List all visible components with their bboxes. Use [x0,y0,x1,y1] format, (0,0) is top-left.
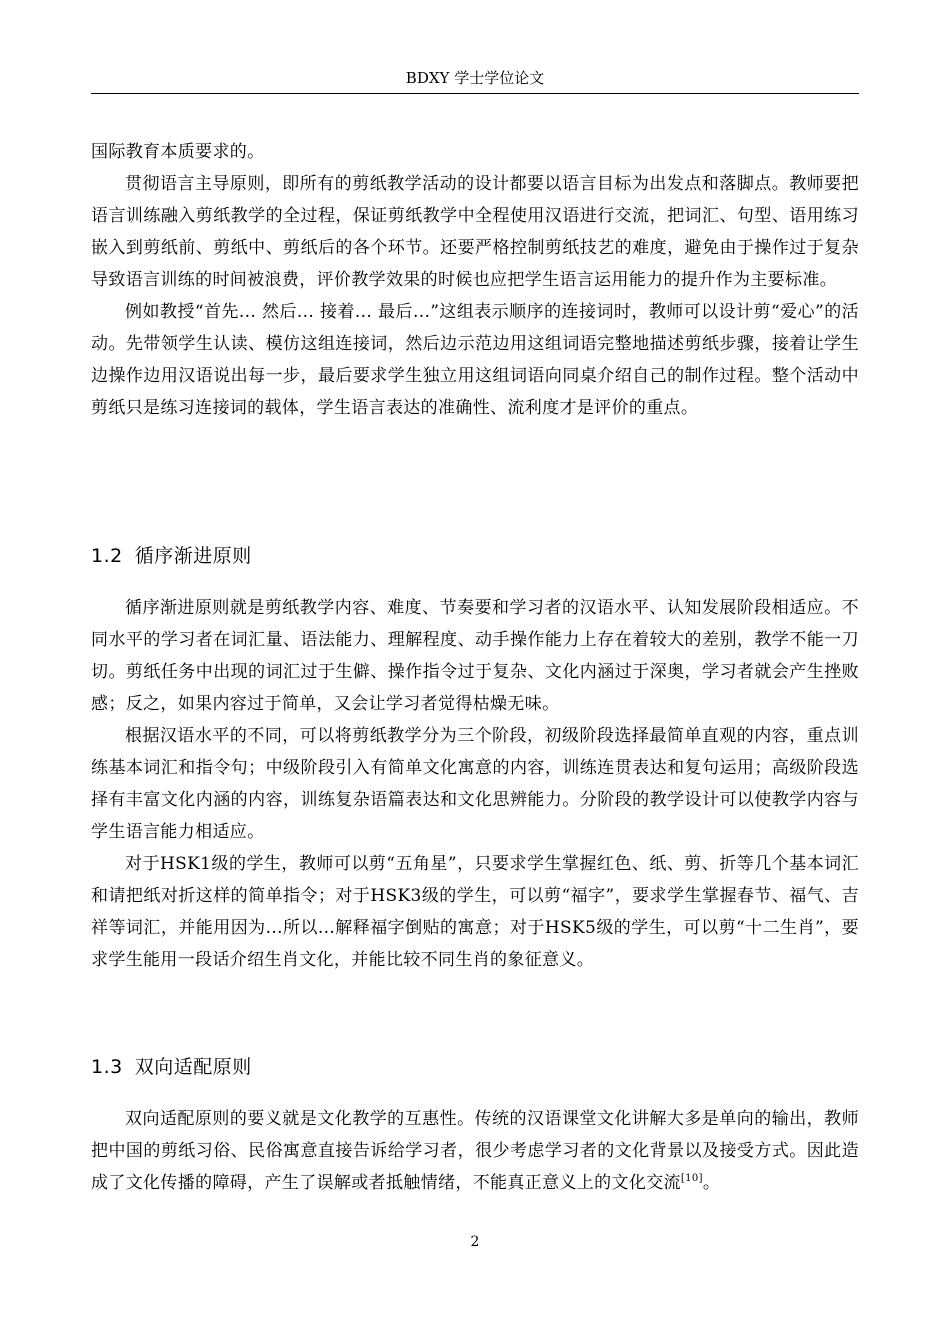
section-1-3 [91,1053,859,1199]
section-heading [91,1053,859,1081]
section-heading [91,542,859,570]
citation-marker[interactable]: [10] [680,1173,703,1184]
section-title: 双向适配原则 [134,1056,252,1078]
section-number: 1.3 [91,1056,123,1078]
section-1-2 [91,542,859,976]
paragraph [91,1103,859,1199]
section-title: 循序渐进原则 [134,545,252,567]
paragraph: 国际教育本质要求的。 [91,142,265,162]
paragraph: 例如教授“首先... 然后... 接着... 最后...”这组表示顺序的连接词时，教师可以设计剪“爱心”的活动。先带领学生认读、模仿这组连接词，然后边示范边用这组词语完整地描述剪纸步骤，接着让学生边操作边用汉语说出每一步，最后要求学生独立用这组词语向同桌介绍自己的制作过程。整个活动中剪纸只是练习连接词的载体，学生语言表达的准确性、流利度才是评价的重点。 [91,302,859,418]
section-number: 1.2 [91,545,123,567]
page-header: BDXY 学士学位论文 [405,69,545,87]
paragraph: 循序渐进原则就是剪纸教学内容、难度、节奏要和学习者的汉语水平、认知发展阶段相适应。不同水平的学习者在词汇量、语法能力、理解程度、动手操作能力上存在着较大的差别，教学不能一刀切。剪纸任务中出现的词汇过于生僻、操作指令过于复杂、文化内涵过于深奥，学习者就会产生挫败感；反之，如果内容过于简单，又会让学习者觉得枯燥无味。 [91,598,859,714]
paragraph: 贯彻语言主导原则，即所有的剪纸教学活动的设计都要以语言目标为出发点和落脚点。教师要把语言训练融入剪纸教学的全过程，保证剪纸教学中全程使用汉语进行交流，把词汇、句型、语用练习嵌入到剪纸前、剪纸中、剪纸后的各个环节。还要严格控制剪纸技艺的难度，避免由于操作过于复杂导致语言训练的时间被浪费，评价教学效果的时候也应把学生语言运用能力的提升作为主要标准。 [91,174,859,290]
paragraph: 对于HSK1级的学生，教师可以剪“五角星”，只要求学生掌握红色、纸、剪、折等几个基本词汇和请把纸对折这样的简单指令；对于HSK3级的学生，可以剪“福字”，要求学生掌握春节、福气、吉祥等词汇，并能用因为...所以...解释福字倒贴的寓意；对于HSK5级的学生，可以剪“十二生肖”，要求学生能用一段话介绍生肖文化，并能比较不同生肖的象征意义。 [91,854,859,970]
paragraph: 根据汉语水平的不同，可以将剪纸教学分为三个阶段，初级阶段选择最简单直观的内容，重点训练基本词汇和指令句；中级阶段引入有简单文化寓意的内容，训练连贯表达和复句运用；高级阶段选择有丰富文化内涵的内容，训练复杂语篇表达和文化思辨能力。分阶段的教学设计可以使教学内容与学生语言能力相适应。 [91,726,859,842]
intro-section [91,136,859,424]
paragraph-end: 。 [702,1173,721,1193]
header-rule [91,93,859,94]
paragraph-text: 双向适配原则的要义就是文化教学的互惠性。传统的汉语课堂文化讲解大多是单向的输出，教师把中国的剪纸习俗、民俗寓意直接告诉给学习者，很少考虑学习者的文化背景以及接受方式。因此造成了文化传播的障碍，产生了误解或者抵触情绪，不能真正意义上的文化交流 [91,1109,859,1193]
page-number: 2 [470,1234,480,1250]
